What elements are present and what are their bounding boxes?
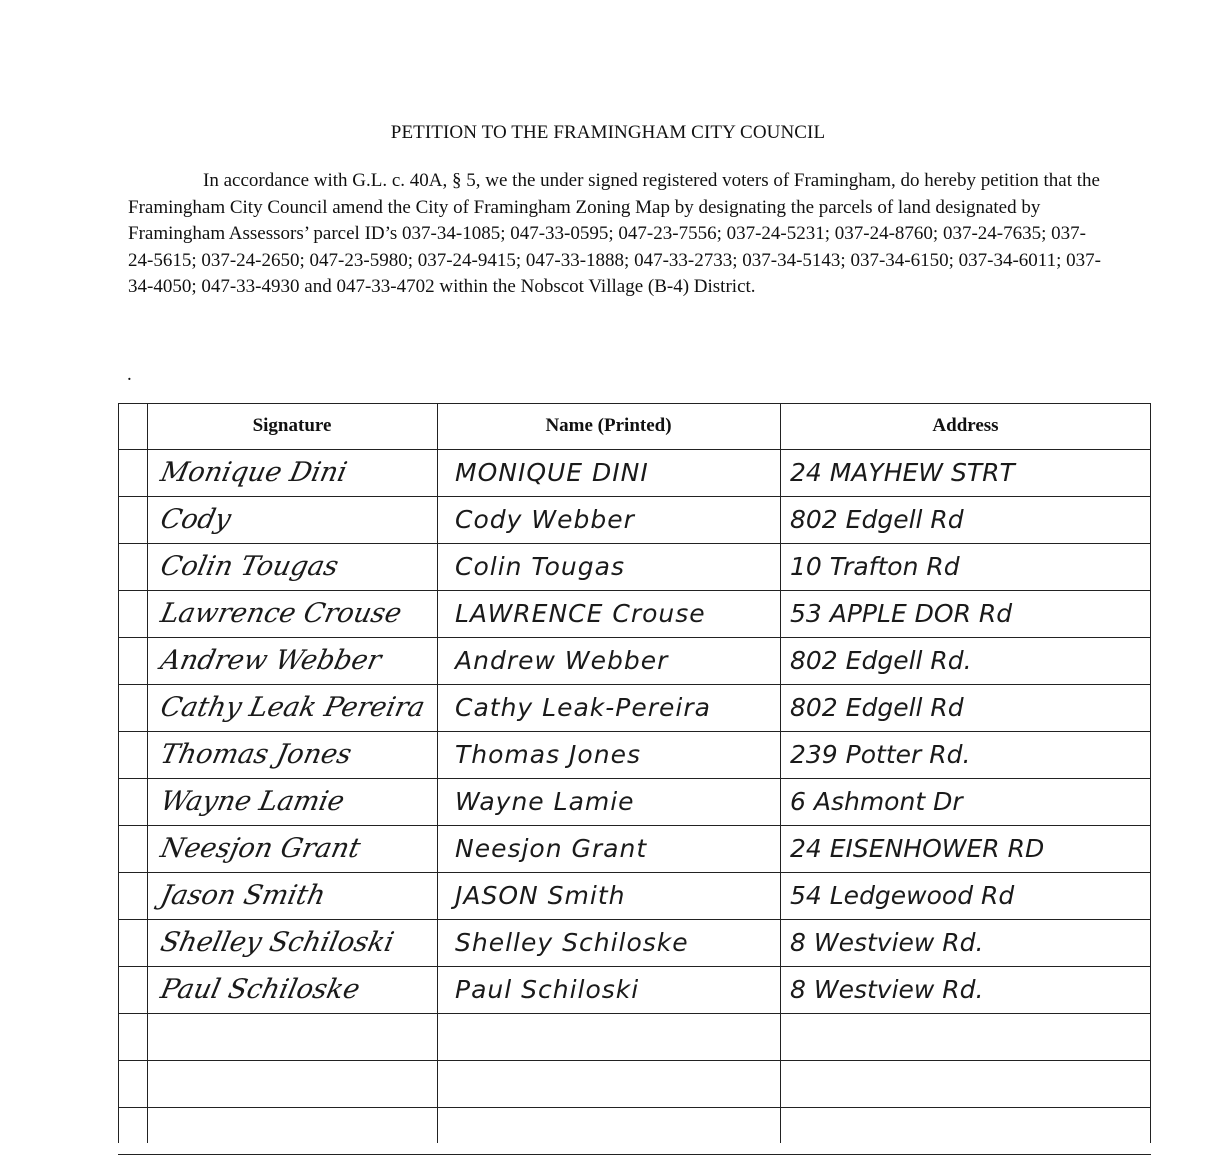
printed-name-cell: Paul Schiloski [455,975,640,1004]
table-row [118,496,1151,543]
table-row [118,449,1151,496]
address-cell: 6 Ashmont Dr [790,787,963,816]
petition-body-text: In accordance with G.L. c. 40A, § 5, we the under signed registered voters of Framingham, do hereby petition that the Framingham City Council amend the City of Framingham Zoning Map by designating the parcels of land designated by Framingham Assessors’ parcel ID’s 037-34-1085; 047-33-0595; 047-23-7556; 037-24-5231; 037-24-8760; 037-24-7635; 037-24-5615; 037-24-2650; 047-23-5980; 037-24-9415; 047-33-1888; 047-33-2733; 037-34-5143; 037-34-6150; 037-34-6011; 037-34-4050; 047-33-4930 and 047-33-4702 within the Nobscot Village (B-4) District. [128,170,1101,297]
signature-cell: Shelley Schiloski [157,927,397,958]
table-row [118,684,1151,731]
petition-body [128,168,1103,301]
printed-name-cell: Shelley Schiloske [455,928,689,957]
table-row [118,966,1151,1013]
signature-cell: Jason Smith [157,880,329,911]
printed-name-cell: Andrew Webber [455,646,669,675]
address-cell: 239 Potter Rd. [790,740,971,769]
printed-name-cell: JASON Smith [455,881,626,910]
signature-cell: Andrew Webber [157,645,385,676]
address-cell: 802 Edgell Rd [790,693,964,722]
address-cell: 54 Ledgewood Rd [790,881,1015,910]
table-row [118,825,1151,872]
printed-name-cell: Cody Webber [455,505,635,534]
table-row [118,543,1151,590]
signature-cell: Monique Dini [157,457,350,488]
table-row [118,731,1151,778]
signature-cell [156,1060,166,1107]
signature-cell [156,1107,166,1154]
signature-table [118,403,1151,1143]
address-cell: 8 Westview Rd. [790,928,984,957]
signature-cell: Thomas Jones [157,739,355,770]
printed-name-cell: MONIQUE DINI [455,458,649,487]
petition-title: PETITION TO THE FRAMINGHAM CITY COUNCIL [390,122,826,143]
printed-name-cell: LAWRENCE Crouse [455,599,706,628]
address-cell: 10 Trafton Rd [790,552,960,581]
table-row [118,1107,1151,1154]
table-row [118,637,1151,684]
table-row [118,1013,1151,1060]
header-name-printed: Name (Printed) [545,415,672,436]
printed-name-cell: Thomas Jones [455,740,641,769]
stray-mark: . [127,364,132,385]
signature-cell: Cathy Leak Pereira [157,692,428,723]
signature-cell: Neesjon Grant [157,833,364,864]
signature-cell: Lawrence Crouse [157,598,405,629]
address-cell: 8 Westview Rd. [790,975,984,1004]
table-row [118,778,1151,825]
address-cell: 24 EISENHOWER RD [790,834,1045,863]
printed-name-cell: Cathy Leak-Pereira [455,693,711,722]
signature-cell: Wayne Lamie [157,786,348,817]
address-cell: 24 MAYHEW STRT [790,458,1015,487]
table-row [118,1060,1151,1107]
signature-cell: Colin Tougas [157,551,342,582]
table-row [118,872,1151,919]
address-cell: 53 APPLE DOR Rd [790,599,1013,628]
printed-name-cell: Neesjon Grant [455,834,648,863]
header-signature: Signature [252,415,332,436]
address-cell: 802 Edgell Rd. [790,646,972,675]
table-row [118,919,1151,966]
printed-name-cell: Colin Tougas [455,552,625,581]
table-row-rule [118,403,1151,404]
signature-cell: Cody [157,504,234,535]
signature-cell: Paul Schiloske [157,974,363,1005]
signature-cell [156,1013,166,1060]
printed-name-cell: Wayne Lamie [455,787,635,816]
header-address: Address [932,415,999,436]
table-row [118,590,1151,637]
address-cell: 802 Edgell Rd [790,505,964,534]
